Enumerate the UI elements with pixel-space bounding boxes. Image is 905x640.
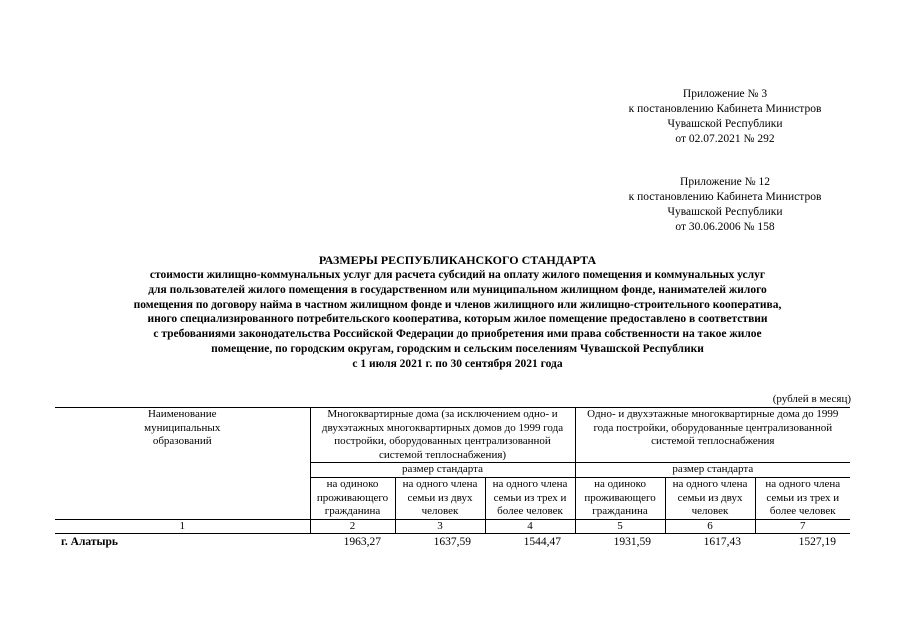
subcol-single-resident-1: на одиноко проживающего гражданина [310,477,395,519]
column-number: 5 [575,519,665,534]
approval-block-1 [600,87,850,147]
column-number: 7 [755,519,850,534]
row-value: 1544,47 [523,536,562,549]
row-value: 1617,43 [703,536,742,549]
subtitle-period: с 1 июля 2021 г. по 30 сентября 2021 года [352,357,563,370]
column-number: 2 [310,519,395,534]
subheader-standard-size-2: размер стандарта [575,463,850,478]
subcol-three-plus-1: на одного члена семьи из трех и более человек [485,477,575,519]
row-value: 1637,59 [433,536,471,549]
row-value: 1527,19 [798,536,837,549]
subtitle-line: с требованиями законодательства Российской Федерации до приобретения ими права собственности на такое жилое [153,328,762,341]
document-title: РАЗМЕРЫ РЕСПУБЛИКАНСКОГО СТАНДАРТА [318,253,597,267]
header-group-low-rise-buildings: Одно- и двухэтажные многоквартирные дома до 1999 года постройки, оборудованные централизованной системой теплоснабжения [575,408,850,463]
column-number: 6 [665,519,755,534]
subcol-single-resident-2: на одиноко проживающего гражданина [575,477,665,519]
approval-annex: Приложение № 12 [680,176,770,188]
subtitle-line: стоимости жилищно-коммунальных услуг для расчета субсидий на оплату жилого помещения и коммунальных услуг [149,269,766,281]
row-municipality-name: г. Алатырь [61,536,118,549]
approval-decree: к постановлению Кабинета Министров [628,103,822,115]
subcol-two-person-1: на одного члена семьи из двух человек [395,477,485,519]
approval-republic: Чувашской Республики [667,206,783,218]
approval-date-number: от 30.06.2006 № 158 [675,221,775,233]
subcol-two-person-2: на одного члена семьи из двух человек [665,477,755,519]
units-note: (рублей в месяц) [772,393,851,405]
standards-table [55,408,850,550]
column-number: 3 [395,519,485,534]
approval-block-2 [600,175,850,235]
subtitle-line: помещения по договору найма в частном жилищном фонде и членов жилищного или жилищно-строительного кооператива, [133,298,782,311]
subcol-three-plus-2: на одного члена семьи из трех и более человек [755,477,850,519]
column-number: 4 [485,519,575,534]
subtitle-line: иного специализированного потребительского кооператива, которым жилое помещение предоставлено в соответствии [147,313,768,326]
approval-decree: к постановлению Кабинета Министров [628,191,822,203]
header-group-apartment-buildings: Многоквартирные дома (за исключением одно- и двухэтажных многоквартирных домов до 1999 года постройки, оборудованных централизованной системой теплоснабжения) [310,408,575,463]
subtitle-line: помещение, по городским округам, городским и сельским поселениям Чувашской Республики [211,342,704,355]
header-municipality: Наименование муниципальных образований [55,408,310,519]
column-number: 1 [55,519,310,534]
row-value: 1931,59 [613,536,652,549]
table-row [55,534,850,550]
approval-date-number: от 02.07.2021 № 292 [675,133,775,145]
subheader-standard-size-1: размер стандарта [310,463,575,478]
subtitle-line: для пользователей жилого помещения в государственном или муниципальном жилищном фонде, нанимателей жилого [148,283,767,296]
approval-republic: Чувашской Республики [667,118,783,130]
approval-annex: Приложение № 3 [682,88,768,100]
row-value: 1963,27 [343,536,381,549]
document-subtitle [60,268,855,372]
